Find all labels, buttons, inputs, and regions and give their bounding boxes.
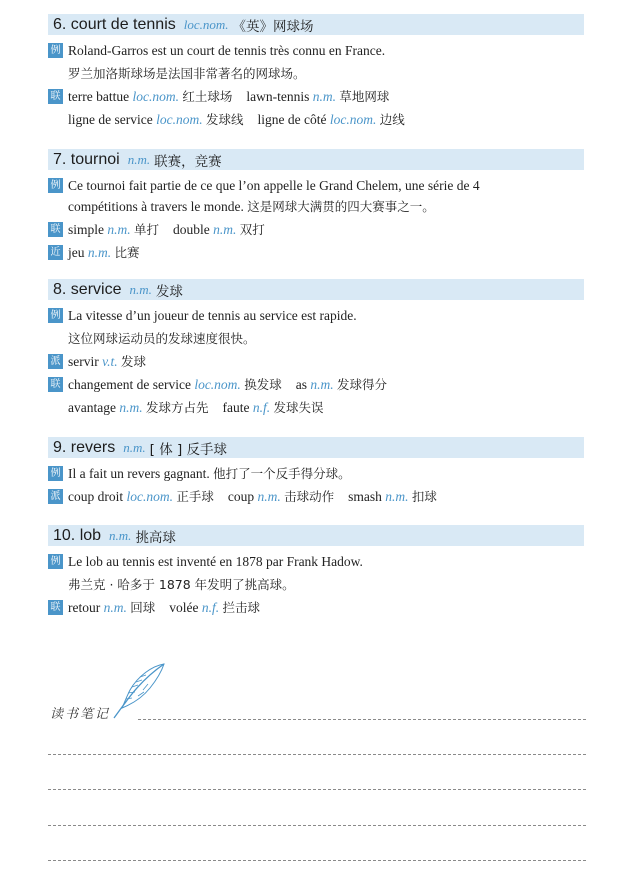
- part-of-speech: loc.nom.: [156, 112, 203, 127]
- entry-header: [48, 149, 584, 170]
- entry-line: [48, 374, 584, 395]
- related-word: coup: [227, 489, 255, 504]
- related-word: jeu: [68, 245, 85, 260]
- translation-text: 这位网球运动员的发球速度很快。: [68, 331, 256, 346]
- part-of-speech: n.m.: [87, 245, 112, 260]
- entry-line: [48, 40, 584, 61]
- related-word: simple: [68, 222, 104, 237]
- label-badge: 例: [48, 554, 63, 569]
- entry-header: [48, 14, 584, 35]
- entry-line: [48, 305, 584, 326]
- part-of-speech: v.t.: [102, 354, 118, 369]
- label-badge: 派: [48, 489, 63, 504]
- part-of-speech: n.m.: [109, 527, 132, 543]
- part-of-speech: n.m.: [103, 600, 127, 615]
- vocab-entry: [48, 279, 584, 418]
- word-gloss: 草地网球: [339, 89, 390, 104]
- headword: 10. lob: [53, 526, 102, 544]
- entry-line: [48, 486, 584, 507]
- word-gloss: 发球: [121, 354, 147, 369]
- example-text: Ce tournoi fait partie de ce que l’on appelle le Grand Chelem, une série de 4: [68, 178, 480, 193]
- part-of-speech: n.m.: [213, 222, 237, 237]
- word-gloss: 发球失误: [273, 400, 324, 415]
- related-word: avantage: [68, 400, 116, 415]
- related-word: as: [295, 377, 307, 392]
- translation-text: 罗兰加洛斯球场是法国非常著名的网球场。: [68, 66, 306, 81]
- notes-line: [138, 719, 586, 720]
- entry-header: [48, 279, 584, 300]
- related-word: coup droit: [68, 489, 124, 504]
- related-word: volée: [169, 600, 199, 615]
- part-of-speech: loc.nom.: [194, 377, 241, 392]
- word-gloss: 比赛: [114, 245, 140, 260]
- example-text: compétitions à travers le monde.: [68, 199, 244, 214]
- entry-line: [48, 219, 584, 240]
- label-badge: 派: [48, 354, 63, 369]
- notes-line: [48, 789, 586, 790]
- notes-line: [48, 860, 586, 861]
- related-word: retour: [68, 600, 101, 615]
- label-badge: 联: [48, 377, 63, 392]
- word-gloss: 回球: [130, 600, 156, 615]
- word-gloss: 换发球: [244, 377, 282, 392]
- related-word: servir: [68, 354, 99, 369]
- related-word: terre battue: [68, 89, 130, 104]
- related-word: ligne de côté: [257, 112, 327, 127]
- vocab-entry: [48, 437, 584, 507]
- entry-line-continued: [48, 63, 584, 84]
- entry-line-continued: [48, 574, 584, 595]
- example-text: Roland-Garros est un court de tennis très connu en France.: [68, 43, 386, 58]
- entry-line-continued: [48, 328, 584, 349]
- part-of-speech: loc.nom.: [183, 16, 229, 32]
- part-of-speech: loc.nom.: [329, 112, 377, 127]
- word-gloss: 红土球场: [182, 89, 233, 104]
- entry-line: [48, 551, 584, 572]
- notes-line: [48, 825, 586, 826]
- part-of-speech: n.m.: [385, 489, 409, 504]
- translation-text: 弗兰克 · 哈多于 1878 年发明了挑高球。: [68, 577, 295, 592]
- entry-line-continued: [48, 109, 584, 130]
- part-of-speech: n.m.: [123, 439, 146, 455]
- entry-header: [48, 525, 584, 546]
- word-gloss: 击球动作: [284, 489, 335, 504]
- headword-gloss: 《英》网球场: [232, 18, 314, 35]
- part-of-speech: n.m.: [119, 400, 143, 415]
- part-of-speech: n.m.: [257, 489, 281, 504]
- part-of-speech: n.f.: [252, 400, 271, 415]
- entry-header: [48, 437, 584, 458]
- label-badge: 近: [48, 245, 63, 260]
- related-word: lawn-tennis: [246, 89, 310, 104]
- label-badge: 联: [48, 222, 63, 237]
- entry-line: [48, 351, 584, 372]
- entry-line: [48, 242, 584, 263]
- vocab-entry: [48, 525, 584, 618]
- word-gloss: 发球得分: [336, 377, 387, 392]
- word-gloss: 扣球: [411, 489, 437, 504]
- related-word: double: [173, 222, 210, 237]
- entry-line-continued: [48, 397, 584, 418]
- part-of-speech: n.m.: [312, 89, 336, 104]
- entry-line: [48, 175, 584, 196]
- headword: 7. tournoi: [53, 150, 120, 168]
- label-badge: 例: [48, 308, 63, 323]
- part-of-speech: n.m.: [107, 222, 131, 237]
- example-text: La vitesse d’un joueur de tennis au service est rapide.: [68, 308, 357, 323]
- label-badge: 例: [48, 466, 63, 481]
- translation-text: 这是网球大满贯的四大赛事之一。: [247, 199, 435, 214]
- word-gloss: 发球线: [205, 112, 244, 127]
- related-word: smash: [348, 489, 382, 504]
- example-text: Le lob au tennis est inventé en 1878 par Frank Hadow.: [68, 554, 363, 569]
- entry-line: [48, 86, 584, 107]
- headword: 6. court de tennis: [53, 15, 176, 33]
- reading-notes-label: 读书笔记: [50, 707, 111, 722]
- related-word: faute: [222, 400, 250, 415]
- headword-gloss: 联赛，竞赛: [154, 153, 222, 170]
- headword-gloss: [ 体 ] 反手球: [149, 441, 228, 458]
- notes-line: [48, 754, 586, 755]
- vocab-entry: [48, 14, 584, 130]
- word-gloss: 发球方占先: [145, 400, 209, 415]
- label-badge: 例: [48, 43, 63, 58]
- feather-icon: [108, 660, 170, 722]
- headword: 8. service: [53, 280, 122, 298]
- vocab-entry: [48, 149, 584, 263]
- headword: 9. revers: [53, 438, 116, 456]
- translation-text: 他打了一个反手得分球。: [213, 466, 351, 481]
- entry-line-continued: [48, 196, 584, 217]
- example-text: Il a fait un revers gagnant.: [68, 466, 210, 481]
- word-gloss: 单打: [134, 222, 160, 237]
- part-of-speech: n.f.: [201, 600, 220, 615]
- headword-gloss: 发球: [155, 283, 183, 300]
- part-of-speech: loc.nom.: [126, 489, 173, 504]
- word-gloss: 双打: [239, 222, 265, 237]
- entry-line: [48, 463, 584, 484]
- part-of-speech: n.m.: [127, 151, 151, 167]
- label-badge: 联: [48, 600, 63, 615]
- label-badge: 例: [48, 178, 63, 193]
- part-of-speech: n.m.: [129, 281, 152, 297]
- related-word: changement de service: [68, 377, 191, 392]
- headword-gloss: 挑高球: [135, 529, 176, 546]
- entry-line: [48, 597, 584, 618]
- part-of-speech: n.m.: [310, 377, 334, 392]
- related-word: ligne de service: [68, 112, 153, 127]
- word-gloss: 拦击球: [222, 600, 261, 615]
- part-of-speech: loc.nom.: [132, 89, 179, 104]
- word-gloss: 边线: [379, 112, 405, 127]
- label-badge: 联: [48, 89, 63, 104]
- word-gloss: 正手球: [176, 489, 214, 504]
